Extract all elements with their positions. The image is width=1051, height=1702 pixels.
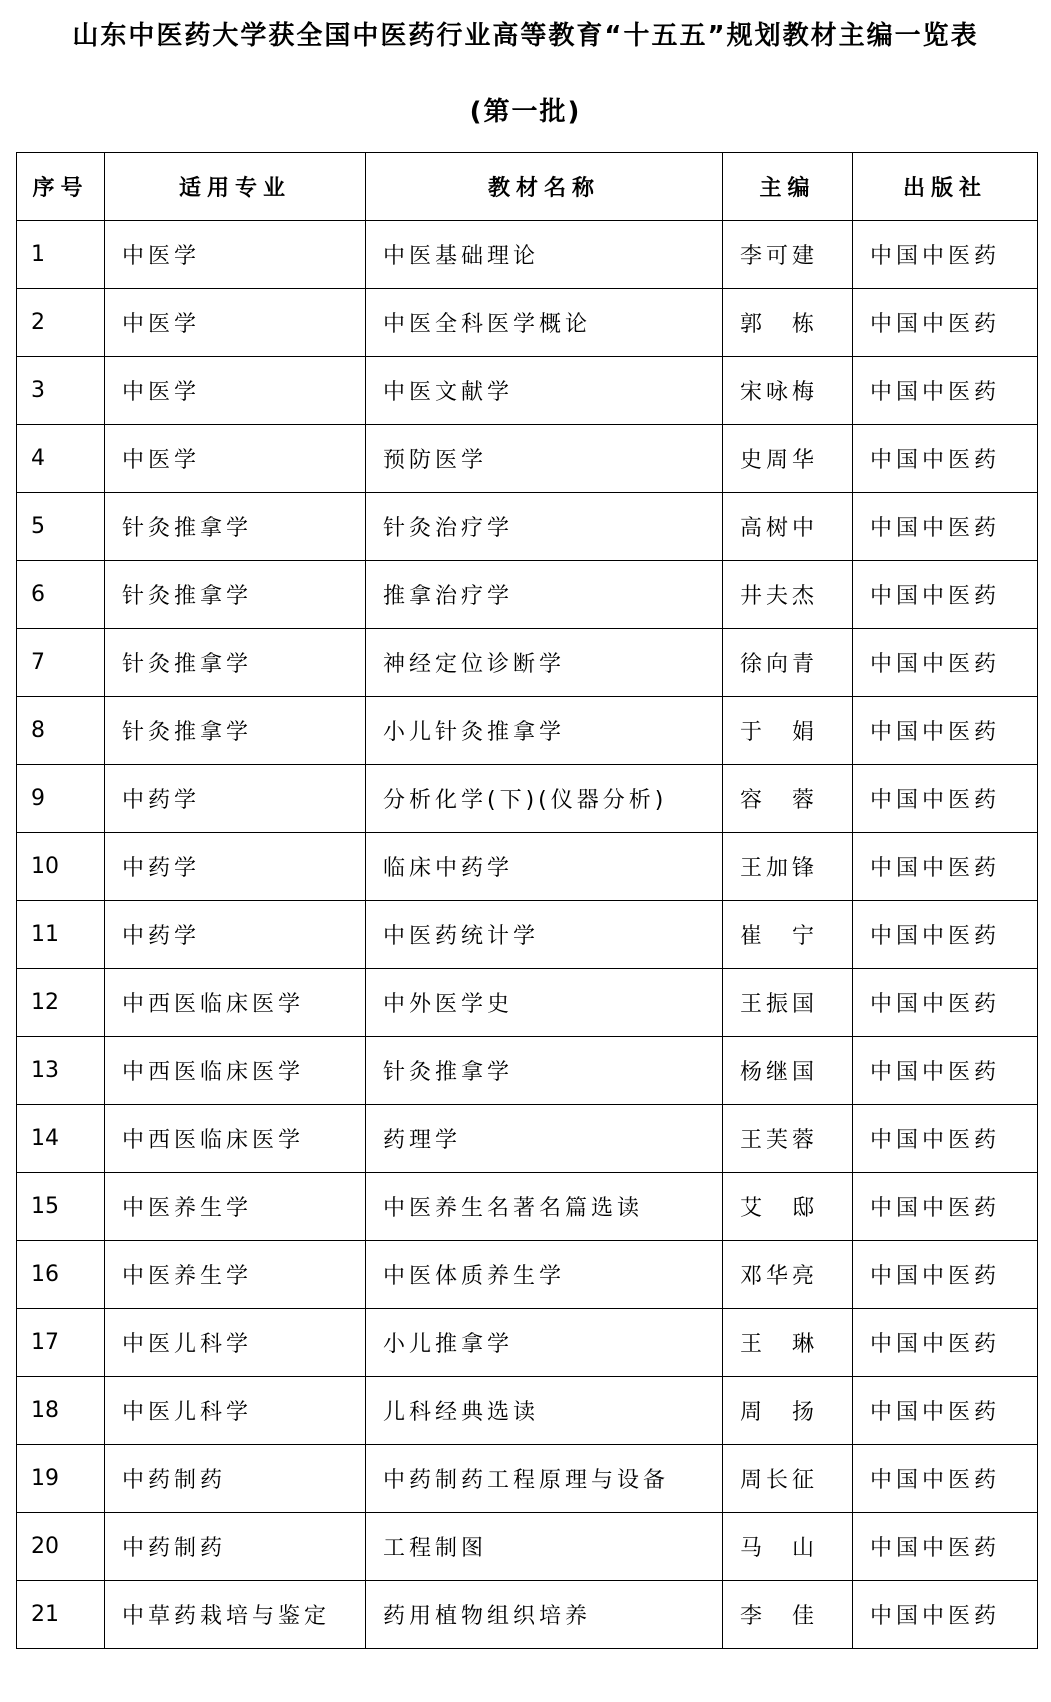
cell-book: 分析化学(下)(仪器分析) [366,765,723,833]
cell-major: 中西医临床医学 [105,969,366,1037]
cell-editor: 王 琳 [723,1309,853,1377]
cell-editor: 于 娟 [723,697,853,765]
cell-editor: 史周华 [723,425,853,493]
cell-major: 中西医临床医学 [105,1105,366,1173]
cell-index: 17 [17,1309,105,1377]
cell-major: 中医儿科学 [105,1309,366,1377]
cell-book: 中医基础理论 [366,221,723,289]
cell-publisher: 中国中医药 [853,493,1038,561]
cell-publisher: 中国中医药 [853,1105,1038,1173]
cell-index: 3 [17,357,105,425]
cell-publisher: 中国中医药 [853,901,1038,969]
table-row [17,1241,1038,1309]
cell-book: 针灸治疗学 [366,493,723,561]
cell-major: 中医学 [105,357,366,425]
cell-index: 2 [17,289,105,357]
table-row [17,561,1038,629]
cell-major: 中医学 [105,425,366,493]
table-row [17,1309,1038,1377]
cell-book: 临床中药学 [366,833,723,901]
cell-index: 6 [17,561,105,629]
column-header-publisher: 出版社 [853,153,1038,221]
cell-editor: 宋咏梅 [723,357,853,425]
cell-publisher: 中国中医药 [853,561,1038,629]
cell-book: 中药制药工程原理与设备 [366,1445,723,1513]
cell-major: 中药学 [105,901,366,969]
cell-major: 中药学 [105,833,366,901]
cell-publisher: 中国中医药 [853,969,1038,1037]
column-header-index: 序号 [17,153,105,221]
cell-index: 5 [17,493,105,561]
cell-book: 中医养生名著名篇选读 [366,1173,723,1241]
cell-book: 神经定位诊断学 [366,629,723,697]
cell-editor: 王加锋 [723,833,853,901]
cell-publisher: 中国中医药 [853,1309,1038,1377]
cell-major: 中医学 [105,289,366,357]
cell-book: 中医药统计学 [366,901,723,969]
table-row [17,1037,1038,1105]
cell-index: 1 [17,221,105,289]
cell-editor: 周 扬 [723,1377,853,1445]
cell-editor: 马 山 [723,1513,853,1581]
cell-book: 药用植物组织培养 [366,1581,723,1649]
cell-editor: 高树中 [723,493,853,561]
cell-index: 7 [17,629,105,697]
table-row [17,493,1038,561]
cell-editor: 王振国 [723,969,853,1037]
cell-book: 中医体质养生学 [366,1241,723,1309]
cell-major: 中医养生学 [105,1173,366,1241]
table-row [17,1581,1038,1649]
cell-publisher: 中国中医药 [853,833,1038,901]
cell-index: 19 [17,1445,105,1513]
cell-publisher: 中国中医药 [853,629,1038,697]
table-row [17,901,1038,969]
table-row [17,425,1038,493]
cell-major: 中药学 [105,765,366,833]
cell-major: 中药制药 [105,1513,366,1581]
table-row [17,1105,1038,1173]
cell-major: 中西医临床医学 [105,1037,366,1105]
cell-index: 18 [17,1377,105,1445]
cell-publisher: 中国中医药 [853,1173,1038,1241]
table-row [17,1173,1038,1241]
cell-index: 9 [17,765,105,833]
cell-index: 4 [17,425,105,493]
cell-index: 8 [17,697,105,765]
cell-book: 推拿治疗学 [366,561,723,629]
cell-publisher: 中国中医药 [853,765,1038,833]
cell-editor: 郭 栋 [723,289,853,357]
table-row [17,969,1038,1037]
cell-publisher: 中国中医药 [853,1445,1038,1513]
cell-editor: 井夫杰 [723,561,853,629]
cell-major: 中草药栽培与鉴定 [105,1581,366,1649]
cell-editor: 李可建 [723,221,853,289]
cell-book: 中外医学史 [366,969,723,1037]
cell-publisher: 中国中医药 [853,425,1038,493]
column-header-editor: 主编 [723,153,853,221]
cell-editor: 周长征 [723,1445,853,1513]
cell-major: 针灸推拿学 [105,561,366,629]
cell-editor: 李 佳 [723,1581,853,1649]
cell-book: 中医全科医学概论 [366,289,723,357]
table-row [17,765,1038,833]
cell-major: 针灸推拿学 [105,697,366,765]
table-row [17,697,1038,765]
cell-publisher: 中国中医药 [853,1037,1038,1105]
cell-editor: 徐向青 [723,629,853,697]
cell-publisher: 中国中医药 [853,697,1038,765]
document-title: 山东中医药大学获全国中医药行业高等教育“十五五”规划教材主编一览表 [72,21,979,51]
document-subtitle: (第一批) [469,97,582,127]
table-row [17,289,1038,357]
cell-editor: 崔 宁 [723,901,853,969]
table-row [17,833,1038,901]
cell-book: 儿科经典选读 [366,1377,723,1445]
cell-index: 11 [17,901,105,969]
cell-publisher: 中国中医药 [853,357,1038,425]
cell-index: 13 [17,1037,105,1105]
cell-editor: 邓华亮 [723,1241,853,1309]
cell-major: 针灸推拿学 [105,629,366,697]
cell-publisher: 中国中医药 [853,1513,1038,1581]
column-header-major: 适用专业 [105,153,366,221]
table-row [17,629,1038,697]
cell-editor: 王芙蓉 [723,1105,853,1173]
cell-book: 小儿推拿学 [366,1309,723,1377]
cell-book: 针灸推拿学 [366,1037,723,1105]
cell-book: 小儿针灸推拿学 [366,697,723,765]
table-body [17,221,1038,1649]
cell-index: 12 [17,969,105,1037]
table-row [17,221,1038,289]
cell-major: 中医学 [105,221,366,289]
textbook-editor-table [16,152,1038,1649]
cell-book: 预防医学 [366,425,723,493]
cell-publisher: 中国中医药 [853,1241,1038,1309]
cell-book: 药理学 [366,1105,723,1173]
cell-major: 针灸推拿学 [105,493,366,561]
table-row [17,1513,1038,1581]
cell-major: 中医养生学 [105,1241,366,1309]
cell-book: 中医文献学 [366,357,723,425]
cell-publisher: 中国中医药 [853,289,1038,357]
cell-editor: 杨继国 [723,1037,853,1105]
cell-index: 14 [17,1105,105,1173]
table-header-row [17,153,1038,221]
cell-index: 15 [17,1173,105,1241]
cell-index: 10 [17,833,105,901]
cell-book: 工程制图 [366,1513,723,1581]
cell-publisher: 中国中医药 [853,1377,1038,1445]
table-row [17,1377,1038,1445]
cell-index: 20 [17,1513,105,1581]
cell-major: 中药制药 [105,1445,366,1513]
cell-index: 21 [17,1581,105,1649]
table-row [17,357,1038,425]
table-row [17,1445,1038,1513]
cell-publisher: 中国中医药 [853,221,1038,289]
cell-publisher: 中国中医药 [853,1581,1038,1649]
cell-editor: 艾 邸 [723,1173,853,1241]
cell-index: 16 [17,1241,105,1309]
cell-editor: 容 蓉 [723,765,853,833]
cell-major: 中医儿科学 [105,1377,366,1445]
column-header-book: 教材名称 [366,153,723,221]
